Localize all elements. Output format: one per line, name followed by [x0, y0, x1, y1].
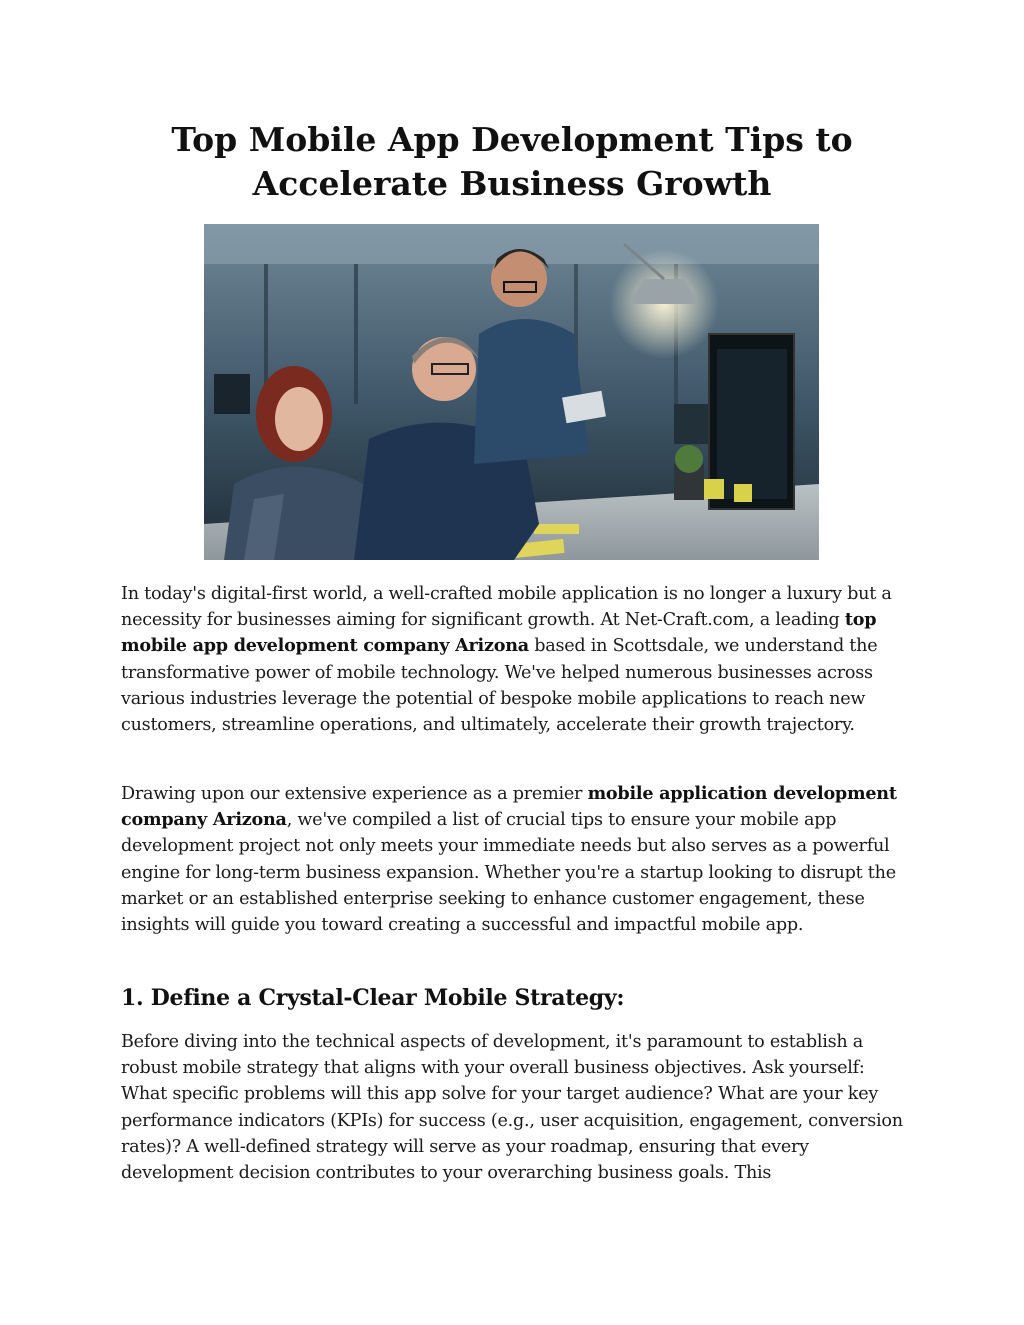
experience-paragraph — [121, 781, 911, 938]
strategy-paragraph: Before diving into the technical aspects of development, it's paramount to establish a robust mobile strategy that aligns with your overall business objectives. Ask yourself: What specific problems will this app solve for your target audience? What are your key performance indicators (KPIs) for success (e.g., user acquisition, engagement, conversion rates)? A well-defined strategy will serve as your roadmap, ensuring that every development decision contributes to your overarching business goals. This — [121, 1032, 903, 1184]
intro-paragraph — [121, 581, 911, 738]
intro-bold-link: top mobile app development company Arizona — [121, 609, 877, 657]
hero-photo — [204, 224, 819, 560]
document-title: Top Mobile App Development Tips to Accelerate Business Growth — [171, 120, 853, 203]
section-1-heading: 1. Define a Crystal-Clear Mobile Strategy: — [121, 985, 625, 1011]
intro-text-before: In today's digital-first world, a well-crafted mobile application is no longer a luxury but a necessity for businesses aiming for significant growth. At Net-Craft.com, a leading — [121, 584, 892, 631]
intro-text-after: based in Scottsdale, we understand the transformative power of mobile technology. We've helped numerous businesses across various industries leverage the potential of bespoke mobile applications to reach new customers, streamline operations, and ultimately, accelerate their growth trajectory. — [121, 636, 878, 736]
experience-bold-link: mobile application development company Arizona — [121, 783, 897, 831]
experience-text-before: Drawing upon our extensive experience as a premier — [121, 784, 588, 804]
experience-text-after: , we've compiled a list of crucial tips to ensure your mobile app development project not only meets your immediate needs but also serves as a powerful engine for long-term business expansion. Whether you're a startup looking to disrupt the market or an established enterprise seeking to enhance customer engagement, these insights will guide you toward creating a successful and impactful mobile app. — [121, 810, 896, 936]
